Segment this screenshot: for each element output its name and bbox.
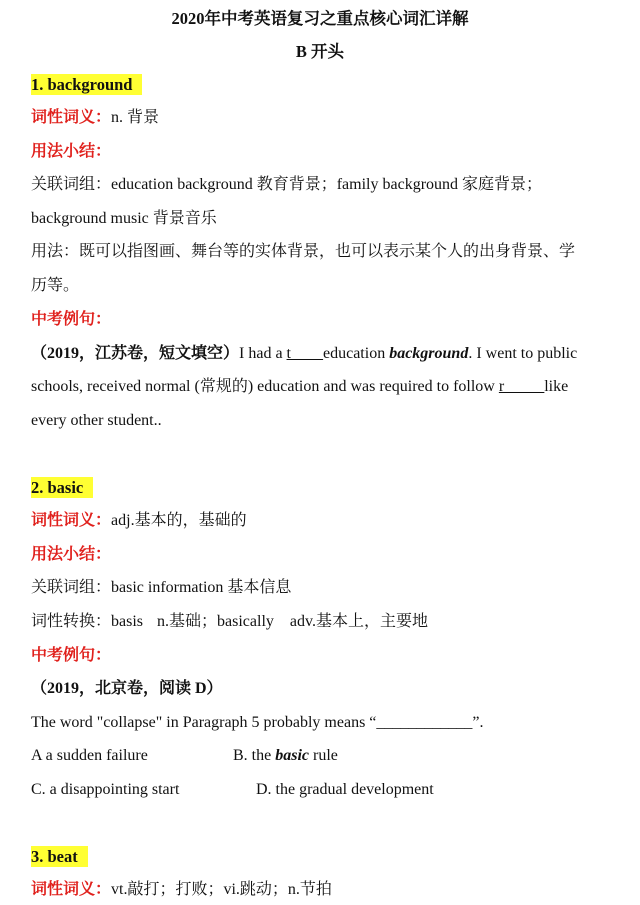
conversion-part: adv.基本上，主要地 [289,613,428,630]
example-text: I had a [239,345,287,362]
phrases-line-1: 关联词组：education background 教育背景；family background 家庭背景； [31,176,543,193]
option-c: C. a disappointing start [31,781,180,798]
usage-line-1: 用法：既可以指图画、舞台等的实体背景，也可以表示某个人的出身背景、学 [31,243,576,260]
entry-1-word: 1. background [31,74,142,95]
option-a: A a sudden failure [31,747,148,764]
example-source: （2019，江苏卷，短文填空） [31,345,240,362]
entry-2-word: 2. basic [31,477,93,498]
pos-label: 词性词义： [31,512,112,529]
phrases-line: 关联词组：basic information 基本信息 [31,579,292,596]
phrases-line-2: background music 背景音乐 [31,210,217,227]
pos-label: 词性词义： [31,109,112,126]
option-b [233,745,338,767]
page-title: 2020年中考英语复习之重点核心词汇详解 [171,9,469,28]
usage-line-2: 历等。 [31,277,80,294]
conversion-part: n.基础；basically [157,613,274,630]
answer-blank: t____ [286,345,323,362]
example-line-2 [31,376,568,398]
example-line-1 [31,343,577,365]
entry-3-pos-line [31,879,332,901]
option-d: D. the gradual development [256,781,434,798]
usage-label: 用法小结： [31,143,112,160]
example-text: . I went to public [468,345,578,362]
conversion-part: 词性转换：basis [31,613,144,630]
example-line-3: every other student.. [31,412,162,429]
entry-1-pos-line [31,107,159,129]
pos-label: 词性词义： [31,881,112,898]
example-source: （2019，北京卷，阅读 D） [31,680,223,697]
example-text: schools, received normal (常规的) education and was required to follow [31,378,499,395]
option-text: rule [309,747,338,764]
pos-text: n. 背景 [111,109,160,126]
keyword: background [389,345,469,362]
example-label: 中考例句： [31,311,112,328]
page-subtitle: B 开头 [295,42,345,61]
keyword: basic [275,747,309,764]
conversion-line [31,611,428,633]
entry-1-heading [31,74,142,97]
answer-blank: r_____ [498,378,545,395]
entry-2-pos-line [31,510,247,532]
example-text: like [544,378,569,395]
entry-3-word: 3. beat [31,846,88,867]
example-label: 中考例句： [31,647,112,664]
option-text: B. the [233,747,276,764]
example-text: education [323,345,390,362]
usage-label: 用法小结： [31,546,112,563]
question-line: The word "collapse" in Paragraph 5 probably means “____________”. [31,714,484,731]
entry-2-heading [31,477,93,500]
pos-text: vt.敲打；打败；vi.跳动；n.节拍 [111,881,332,898]
pos-text: adj.基本的，基础的 [111,512,247,529]
entry-3-heading [31,846,88,869]
